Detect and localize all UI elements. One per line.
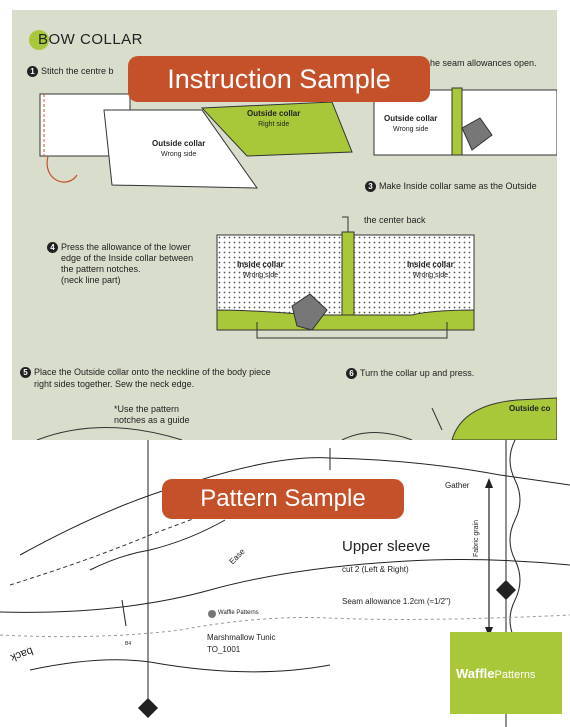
step-3-text: Make Inside collar same as the Outside [379,181,537,191]
step-3-number: 3 [365,181,376,192]
product-name: Marshmallow Tunic [207,633,276,642]
step-4-line-4: (neck line part) [61,275,121,286]
piece-name: Upper sleeve [342,538,431,555]
outside-collar-right-label: Outside collar Right side [247,109,301,128]
step-6 [346,368,474,379]
product-code: TO_1001 [207,645,241,654]
back-label: back [8,644,35,664]
logo-waffle: Waffle [456,666,495,681]
outside-collar-wrong-label: Outside collar Wrong side [152,139,206,158]
step-5-line-2: right sides together. Sew the neck edge. [34,379,195,390]
ease-label: Ease [227,546,247,567]
step-5-line-1: Place the Outside collar onto the neckline of the body piece [34,367,271,377]
instruction-sample-banner: Instruction Sample [128,56,430,102]
gather-label: Gather [445,481,470,490]
inside-collar-left-label: Inside collar Wrong side [237,260,284,279]
step-3 [365,181,537,192]
step-5 [20,366,271,390]
inside-collar-right-label: Inside collar Wrong side [407,260,454,279]
step-1-text: Stitch the centre b [41,66,114,76]
pattern-sample-banner: Pattern Sample [162,479,404,519]
pattern-section [0,440,570,727]
instruction-title: BOW COLLAR [38,31,144,48]
guide-note-line-2: notches as a guide [114,415,190,425]
step-4-line-2: edge of the Inside collar between [61,253,194,264]
step-6-number: 6 [346,368,357,379]
step-4-number: 4 [47,242,58,253]
brand-small: Waffle Patterns [218,610,259,616]
guide-note [114,404,190,426]
step-2-text: he seam allowances open. [430,58,537,68]
logo [456,666,536,681]
step-1 [27,66,114,77]
seam-allowance: Seam allowance 1.2cm (≈1/2") [342,597,451,606]
outside-collar-step2-label: Outside collar Wrong side [384,114,438,133]
step-6-text: Turn the collar up and press. [360,368,475,378]
notch-label: B4 [125,641,132,647]
step-4 [47,242,193,286]
center-back-label: the center back [364,215,426,225]
step-1-number: 1 [27,66,38,77]
fabric-grain-label: Fabric grain [472,520,480,557]
outside-collar-partial-label: Outside co [509,404,551,413]
step-5-number: 5 [20,367,31,378]
step-4-line-3: the pattern notches. [61,264,141,275]
step-4-line-1: Press the allowance of the lower [61,242,191,252]
cut-instruction: cut 2 (Left & Right) [342,565,409,574]
guide-note-line-1: *Use the pattern [114,404,180,414]
logo-patterns: Patterns [494,669,536,681]
